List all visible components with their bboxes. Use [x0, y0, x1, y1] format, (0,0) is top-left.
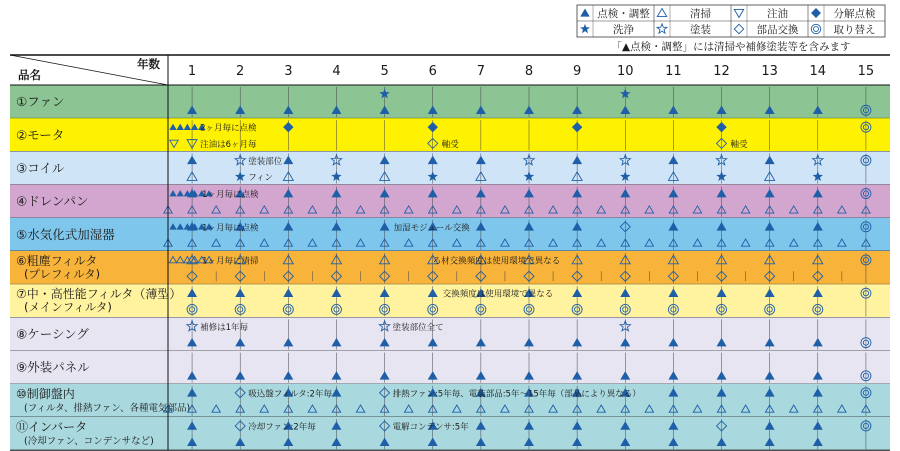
row-sub-name: (プレフィルタ)	[24, 267, 101, 281]
year-header-4: 4	[332, 64, 341, 79]
row-10	[10, 384, 890, 417]
row-note: フィン	[248, 173, 274, 184]
row-note: 吸込盤フィルタ:2年毎	[248, 389, 332, 400]
row-name: ②モータ	[16, 127, 65, 143]
row-note: 排熱ファン:5年毎、電装部品:5年～15年毎（部品により異なる）	[392, 389, 641, 400]
year-header-3: 3	[284, 64, 293, 79]
row-note: 塗装部位全て	[392, 322, 444, 333]
row-note: 加湿モジュール交換	[393, 223, 470, 234]
schedule-table	[10, 55, 890, 450]
row-name: ④ドレンパン	[16, 193, 89, 209]
row-note: 軸受	[441, 139, 459, 150]
row-background	[10, 85, 890, 118]
year-header-13: 13	[761, 64, 778, 79]
year-header-14: 14	[809, 64, 827, 79]
row-note: 電解コンデンサ:5年	[392, 422, 469, 433]
year-header-11: 11	[665, 64, 682, 79]
row-8	[10, 317, 890, 350]
header-year-label: 年数	[137, 57, 160, 71]
row-2	[10, 118, 890, 151]
year-header-15: 15	[857, 64, 875, 79]
row-9	[10, 351, 890, 384]
year-header-6: 6	[428, 64, 437, 79]
row-note: 補修は1年毎	[200, 322, 248, 333]
row-note: 1ヶ月毎に点検	[202, 190, 259, 201]
year-header-9: 9	[572, 64, 582, 79]
row-name: ⑩制御盤内	[16, 386, 75, 401]
row-name: ⑥粗塵フィルタ	[16, 254, 98, 268]
row-sub-name: (冷却ファン、コンデンサなど)	[24, 436, 154, 447]
row-background	[10, 351, 890, 384]
row-background	[10, 185, 890, 218]
legend-label: 分解点検	[833, 8, 876, 20]
row-name: ①ファン	[16, 94, 65, 110]
row-1	[10, 85, 890, 118]
legend-label: 清掃	[690, 8, 711, 20]
legend	[577, 5, 885, 53]
row-note: 塗装部位	[248, 156, 283, 167]
row-note: 1ヶ月毎に清掃	[202, 256, 259, 267]
row-note: 2ヶ月毎に点検	[200, 123, 257, 134]
row-3	[10, 151, 890, 184]
row-11	[10, 417, 890, 450]
year-header-7: 7	[476, 64, 486, 79]
row-name: ⑨外装パネル	[16, 359, 90, 375]
year-header-10: 10	[616, 64, 634, 79]
row-name: ⑦中・高性能フィルタ（薄型）	[16, 287, 182, 302]
row-name: ③コイル	[16, 160, 65, 176]
row-4	[10, 185, 890, 218]
legend-label: 注油	[767, 8, 788, 20]
row-sub-name: (メインフィルタ)	[24, 300, 112, 315]
year-header-5: 5	[380, 64, 389, 79]
row-background	[10, 317, 890, 350]
row-note: ろ材交換頻度は使用環境で異なる	[432, 256, 561, 267]
year-header-8: 8	[524, 64, 534, 79]
year-header-12: 12	[713, 64, 730, 79]
row-sub-name: (フィルタ、排熱ファン、各種電気部品)	[24, 402, 191, 414]
row-note: 交換頻度は使用環境で異なる	[442, 289, 554, 300]
year-header-1: 1	[187, 64, 197, 79]
row-6	[10, 251, 890, 284]
legend-label: 部品交換	[756, 24, 799, 36]
year-header-2: 2	[236, 64, 245, 79]
legend-label: 塗装	[690, 24, 711, 36]
legend-label: 点検・調整	[597, 8, 650, 20]
header-item-label: 品名	[18, 68, 41, 82]
row-background	[10, 151, 890, 184]
row-5	[10, 218, 890, 251]
legend-note: 「▲点検・調整」には清掃や補修塗装等を含みます	[611, 41, 851, 53]
legend-label: 取り替え	[833, 24, 876, 36]
row-name: ⑧ケーシング	[16, 326, 89, 342]
row-name: ⑪インバータ	[16, 420, 88, 434]
row-note: 軸受	[730, 139, 748, 150]
row-note: 注油は6ヶ月毎	[200, 139, 257, 150]
row-note: 1ヶ月毎に点検	[202, 223, 259, 234]
legend-label: 洗浄	[613, 24, 634, 36]
row-name: ⑤水気化式加湿器	[16, 226, 115, 242]
row-7	[10, 284, 890, 317]
row-note: 冷却ファン:2年毎	[248, 422, 316, 433]
